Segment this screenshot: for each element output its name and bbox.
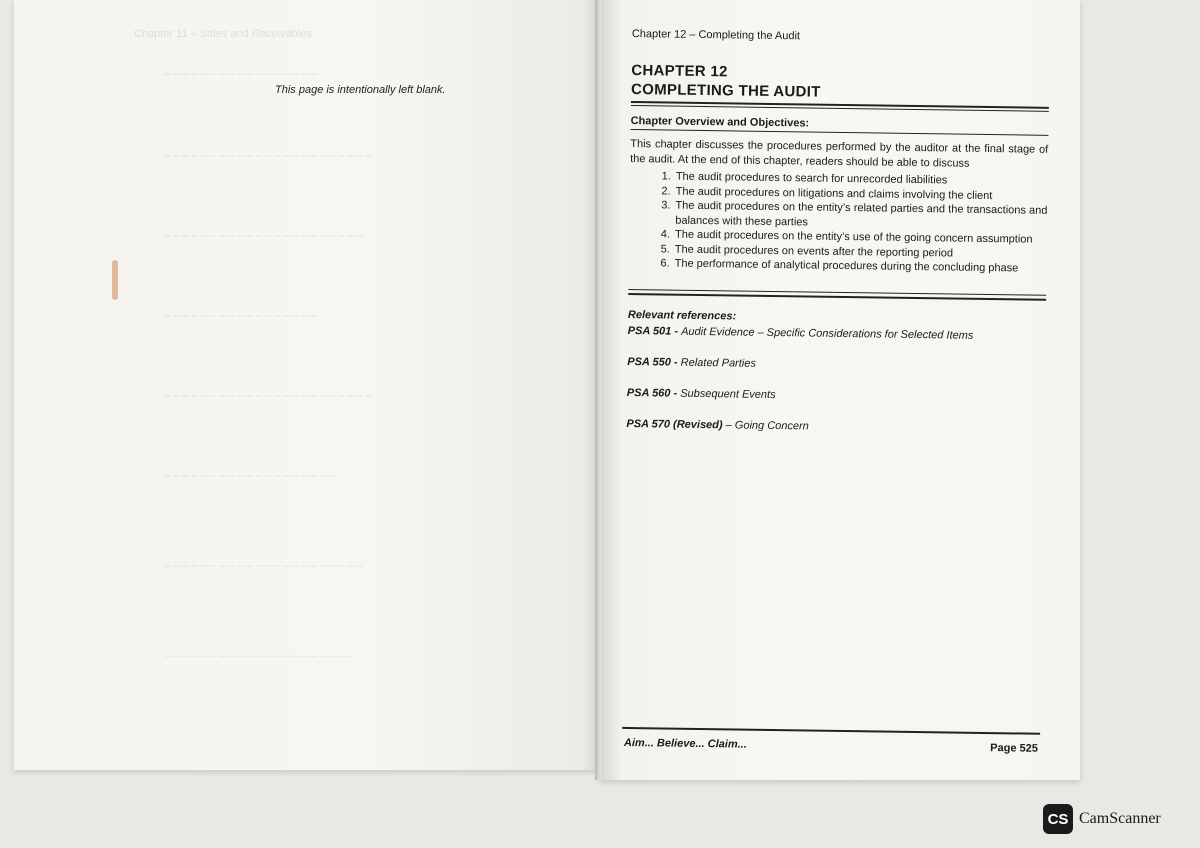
bleed-through-text: – – – – – – – – – – – – – – – – – – – – – – –: [164, 390, 372, 402]
references-heading: Relevant references:: [627, 308, 737, 322]
camscanner-watermark: [1043, 804, 1183, 834]
reference-item: [626, 417, 1044, 435]
bleed-through-text: – – – – – – – – – – – – – – – – – – –: [164, 470, 336, 482]
reference-code: PSA 501 -: [627, 324, 682, 338]
objective-item: 2. The audit procedures on litigations and claims involving the client: [674, 184, 1048, 204]
footer-tagline: Aim... Believe... Claim...: [623, 736, 747, 751]
running-head: Chapter 12 – Completing the Audit: [631, 27, 801, 43]
objective-item: 1. The audit procedures to search for unrecorded liabilities: [674, 170, 1048, 190]
reference-item: [627, 386, 1045, 404]
reference-title: Audit Evidence – Specific Considerations for Selected Items: [681, 325, 974, 342]
objective-item: 6. The performance of analytical procedures during the concluding phase: [673, 257, 1047, 277]
footer-rule: [622, 727, 1040, 735]
watermark-text: CamScanner: [1079, 810, 1161, 827]
left-page: [14, 0, 599, 770]
bleed-through-text: – – – – – – – – – – – – – – – – –: [164, 68, 317, 80]
objective-item: 3. The audit procedures on the entity’s related parties and the transactions and balances with these parties: [673, 199, 1047, 233]
bleed-through-text: – – – – – – – – – – – – – – – – –: [164, 310, 317, 322]
overview-heading: Chapter Overview and Objectives:: [630, 114, 810, 130]
page-content: [622, 24, 1050, 780]
blank-page-note: This page is intentionally left blank.: [275, 84, 446, 96]
objective-item: 4. The audit procedures on the entity’s use of the going concern assumption: [673, 228, 1047, 248]
bleed-through-text: – – – – – – – – – – – – – – – – – – – – – –: [164, 230, 363, 242]
reference-title: Related Parties: [680, 356, 756, 370]
reference-item: [627, 355, 1045, 373]
chapter-number: CHAPTER 12: [631, 61, 728, 81]
reference-title: – Going Concern: [725, 418, 809, 433]
camscanner-logo-icon: CS: [1043, 804, 1073, 834]
reference-code: PSA 560 -: [626, 386, 681, 400]
objectives-list: [629, 169, 1048, 276]
reference-code: PSA 570 (Revised): [626, 417, 726, 431]
section-divider: [628, 288, 1046, 300]
book-gutter: [595, 0, 601, 780]
reference-item: [628, 324, 1046, 342]
chapter-title: COMPLETING THE AUDIT: [630, 80, 821, 101]
bleed-through-text: Chapter 11 – Sales and Receivables: [134, 28, 312, 40]
reference-title: Subsequent Events: [680, 387, 776, 401]
bleed-through-text: – – – – – – – – – – – – – – – – – – – – – –: [164, 560, 363, 572]
pencil-mark: [112, 260, 118, 300]
objective-item: 5. The audit procedures on events after the reporting period: [673, 242, 1047, 262]
bleed-through-text: – – – – – – – – – – – – – – – – – – – – –: [164, 650, 354, 662]
reference-code: PSA 550 -: [627, 355, 681, 369]
intro-paragraph: This chapter discusses the procedures performed by the auditor at the final stage of the audit. At the end of this chapter, readers should be able to discuss: [630, 137, 1049, 170]
page-number: Page 525: [990, 742, 1039, 755]
bleed-through-text: – – – – – – – – – – – – – – – – – – – – – – –: [164, 150, 372, 162]
